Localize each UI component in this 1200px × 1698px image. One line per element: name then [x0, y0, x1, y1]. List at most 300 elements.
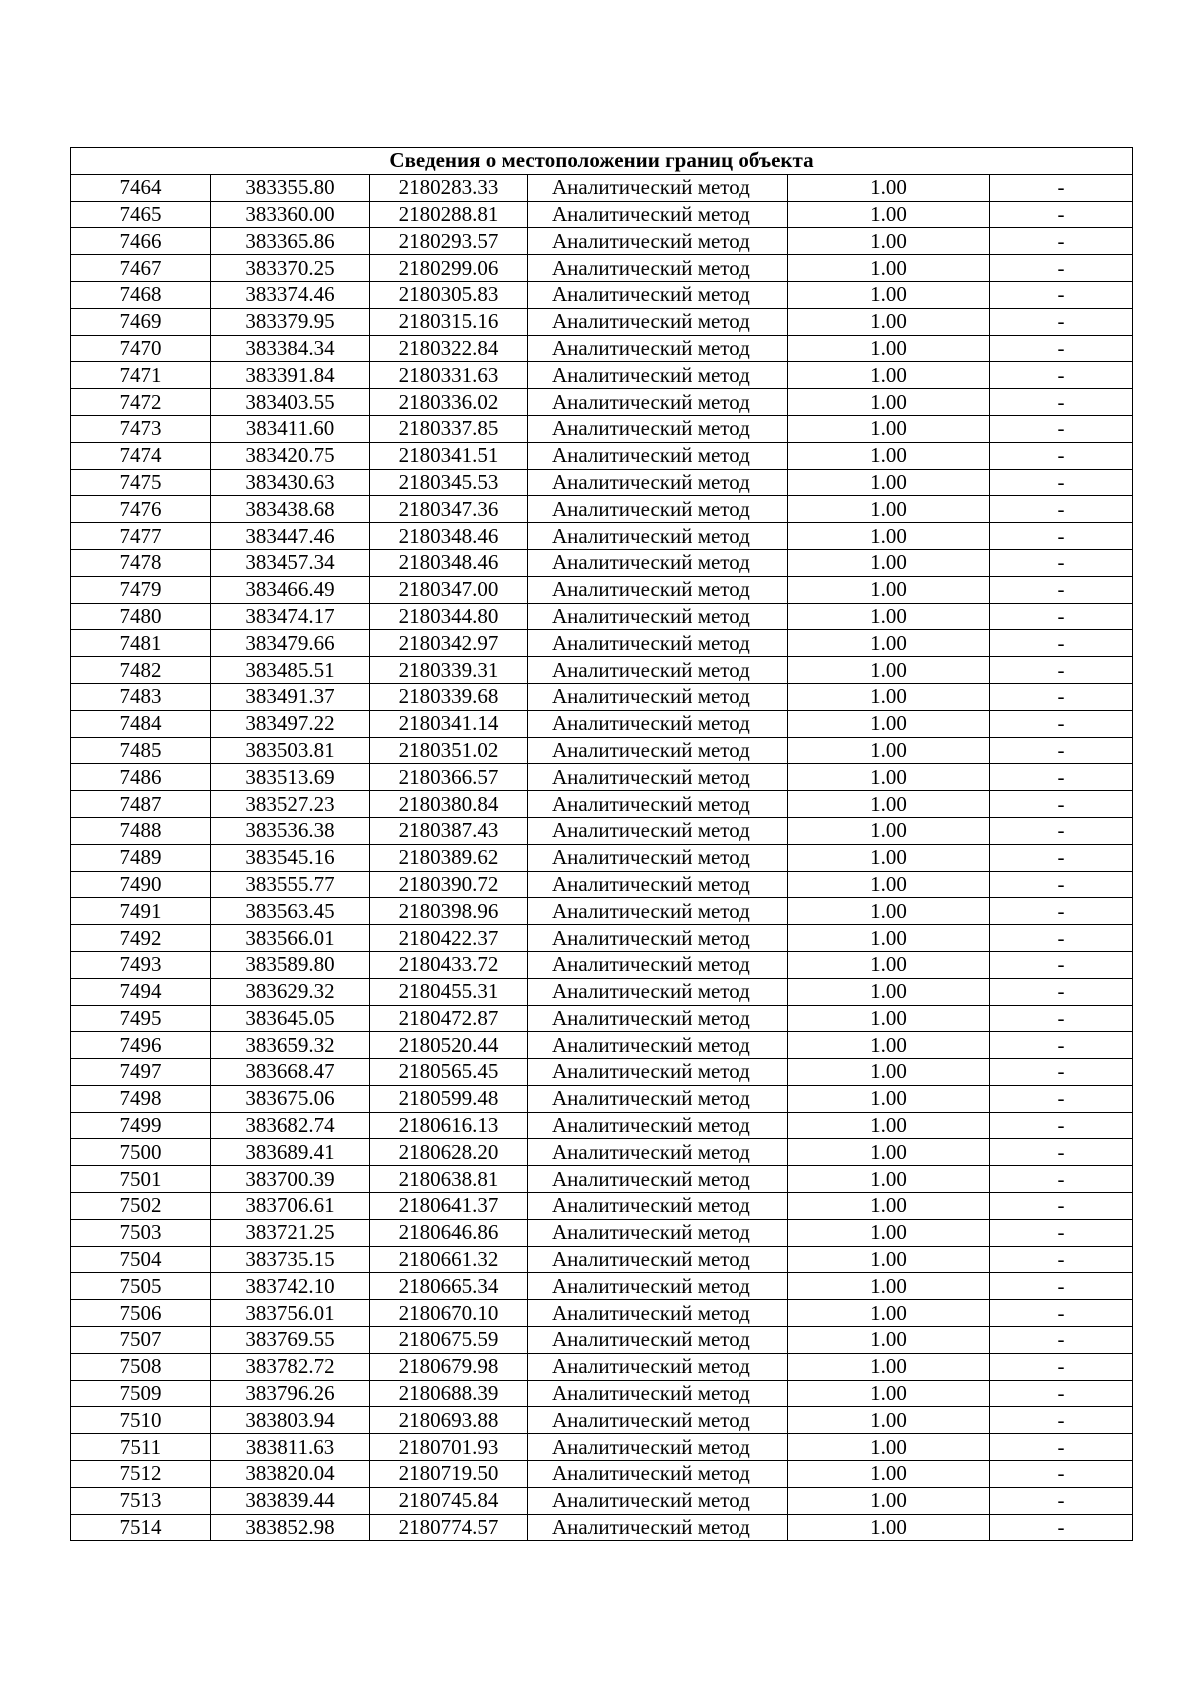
y-coordinate-cell: 2180322.84	[370, 335, 528, 362]
y-coordinate-cell: 2180679.98	[370, 1353, 528, 1380]
x-coordinate-cell: 383497.22	[211, 710, 370, 737]
accuracy-cell: 1.00	[788, 335, 990, 362]
x-coordinate-cell: 383430.63	[211, 469, 370, 496]
accuracy-cell: 1.00	[788, 1166, 990, 1193]
y-coordinate-cell: 2180366.57	[370, 764, 528, 791]
method-cell: Аналитический метод	[528, 1085, 788, 1112]
method-cell: Аналитический метод	[528, 1166, 788, 1193]
y-coordinate-cell: 2180616.13	[370, 1112, 528, 1139]
method-cell: Аналитический метод	[528, 523, 788, 550]
method-cell: Аналитический метод	[528, 951, 788, 978]
accuracy-cell: 1.00	[788, 1407, 990, 1434]
point-number-cell: 7509	[71, 1380, 211, 1407]
y-coordinate-cell: 2180638.81	[370, 1166, 528, 1193]
method-cell: Аналитический метод	[528, 469, 788, 496]
description-cell: -	[990, 1193, 1133, 1220]
x-coordinate-cell: 383391.84	[211, 362, 370, 389]
table-row	[71, 228, 1133, 255]
description-cell: -	[990, 523, 1133, 550]
description-cell: -	[990, 657, 1133, 684]
y-coordinate-cell: 2180380.84	[370, 791, 528, 818]
table-row	[71, 1005, 1133, 1032]
table-row	[71, 1166, 1133, 1193]
accuracy-cell: 1.00	[788, 1300, 990, 1327]
point-number-cell: 7511	[71, 1434, 211, 1461]
method-cell: Аналитический метод	[528, 1246, 788, 1273]
x-coordinate-cell: 383682.74	[211, 1112, 370, 1139]
y-coordinate-cell: 2180433.72	[370, 951, 528, 978]
point-number-cell: 7494	[71, 978, 211, 1005]
table-row	[71, 1461, 1133, 1488]
description-cell: -	[990, 389, 1133, 416]
point-number-cell: 7493	[71, 951, 211, 978]
y-coordinate-cell: 2180337.85	[370, 415, 528, 442]
table-row	[71, 415, 1133, 442]
description-cell: -	[990, 898, 1133, 925]
description-cell: -	[990, 281, 1133, 308]
accuracy-cell: 1.00	[788, 1246, 990, 1273]
description-cell: -	[990, 1461, 1133, 1488]
y-coordinate-cell: 2180387.43	[370, 817, 528, 844]
description-cell: -	[990, 630, 1133, 657]
point-number-cell: 7503	[71, 1219, 211, 1246]
x-coordinate-cell: 383438.68	[211, 496, 370, 523]
accuracy-cell: 1.00	[788, 791, 990, 818]
x-coordinate-cell: 383769.55	[211, 1327, 370, 1354]
y-coordinate-cell: 2180293.57	[370, 228, 528, 255]
description-cell: -	[990, 442, 1133, 469]
x-coordinate-cell: 383420.75	[211, 442, 370, 469]
y-coordinate-cell: 2180701.93	[370, 1434, 528, 1461]
table-row	[71, 281, 1133, 308]
point-number-cell: 7514	[71, 1514, 211, 1541]
description-cell: -	[990, 228, 1133, 255]
y-coordinate-cell: 2180339.68	[370, 683, 528, 710]
description-cell: -	[990, 1273, 1133, 1300]
point-number-cell: 7475	[71, 469, 211, 496]
description-cell: -	[990, 1139, 1133, 1166]
point-number-cell: 7465	[71, 201, 211, 228]
table-row	[71, 523, 1133, 550]
description-cell: -	[990, 549, 1133, 576]
method-cell: Аналитический метод	[528, 415, 788, 442]
description-cell: -	[990, 1059, 1133, 1086]
point-number-cell: 7495	[71, 1005, 211, 1032]
point-number-cell: 7467	[71, 255, 211, 282]
x-coordinate-cell: 383360.00	[211, 201, 370, 228]
x-coordinate-cell: 383411.60	[211, 415, 370, 442]
accuracy-cell: 1.00	[788, 603, 990, 630]
table-row	[71, 1514, 1133, 1541]
y-coordinate-cell: 2180305.83	[370, 281, 528, 308]
table-row	[71, 657, 1133, 684]
table-row	[71, 710, 1133, 737]
y-coordinate-cell: 2180344.80	[370, 603, 528, 630]
point-number-cell: 7477	[71, 523, 211, 550]
method-cell: Аналитический метод	[528, 978, 788, 1005]
table-row	[71, 683, 1133, 710]
y-coordinate-cell: 2180565.45	[370, 1059, 528, 1086]
accuracy-cell: 1.00	[788, 764, 990, 791]
point-number-cell: 7492	[71, 925, 211, 952]
description-cell: -	[990, 415, 1133, 442]
accuracy-cell: 1.00	[788, 1085, 990, 1112]
table-row	[71, 1032, 1133, 1059]
x-coordinate-cell: 383457.34	[211, 549, 370, 576]
accuracy-cell: 1.00	[788, 496, 990, 523]
method-cell: Аналитический метод	[528, 657, 788, 684]
table-row	[71, 1353, 1133, 1380]
method-cell: Аналитический метод	[528, 389, 788, 416]
accuracy-cell: 1.00	[788, 710, 990, 737]
method-cell: Аналитический метод	[528, 255, 788, 282]
y-coordinate-cell: 2180390.72	[370, 871, 528, 898]
x-coordinate-cell: 383742.10	[211, 1273, 370, 1300]
description-cell: -	[990, 1380, 1133, 1407]
accuracy-cell: 1.00	[788, 898, 990, 925]
method-cell: Аналитический метод	[528, 1032, 788, 1059]
description-cell: -	[990, 1327, 1133, 1354]
table-row	[71, 737, 1133, 764]
method-cell: Аналитический метод	[528, 201, 788, 228]
table-row	[71, 817, 1133, 844]
x-coordinate-cell: 383545.16	[211, 844, 370, 871]
method-cell: Аналитический метод	[528, 496, 788, 523]
accuracy-cell: 1.00	[788, 469, 990, 496]
method-cell: Аналитический метод	[528, 844, 788, 871]
y-coordinate-cell: 2180315.16	[370, 308, 528, 335]
point-number-cell: 7478	[71, 549, 211, 576]
method-cell: Аналитический метод	[528, 442, 788, 469]
point-number-cell: 7486	[71, 764, 211, 791]
accuracy-cell: 1.00	[788, 1273, 990, 1300]
y-coordinate-cell: 2180745.84	[370, 1487, 528, 1514]
table-row	[71, 442, 1133, 469]
method-cell: Аналитический метод	[528, 362, 788, 389]
y-coordinate-cell: 2180345.53	[370, 469, 528, 496]
method-cell: Аналитический метод	[528, 308, 788, 335]
x-coordinate-cell: 383839.44	[211, 1487, 370, 1514]
point-number-cell: 7496	[71, 1032, 211, 1059]
accuracy-cell: 1.00	[788, 1112, 990, 1139]
point-number-cell: 7482	[71, 657, 211, 684]
point-number-cell: 7472	[71, 389, 211, 416]
x-coordinate-cell: 383645.05	[211, 1005, 370, 1032]
description-cell: -	[990, 978, 1133, 1005]
table-row	[71, 201, 1133, 228]
description-cell: -	[990, 1487, 1133, 1514]
y-coordinate-cell: 2180520.44	[370, 1032, 528, 1059]
x-coordinate-cell: 383365.86	[211, 228, 370, 255]
accuracy-cell: 1.00	[788, 1139, 990, 1166]
accuracy-cell: 1.00	[788, 389, 990, 416]
y-coordinate-cell: 2180336.02	[370, 389, 528, 416]
description-cell: -	[990, 469, 1133, 496]
table-row	[71, 308, 1133, 335]
table-row	[71, 255, 1133, 282]
point-number-cell: 7476	[71, 496, 211, 523]
x-coordinate-cell: 383735.15	[211, 1246, 370, 1273]
accuracy-cell: 1.00	[788, 442, 990, 469]
x-coordinate-cell: 383566.01	[211, 925, 370, 952]
point-number-cell: 7487	[71, 791, 211, 818]
table-row	[71, 791, 1133, 818]
description-cell: -	[990, 791, 1133, 818]
y-coordinate-cell: 2180675.59	[370, 1327, 528, 1354]
table-row	[71, 335, 1133, 362]
point-number-cell: 7484	[71, 710, 211, 737]
y-coordinate-cell: 2180341.51	[370, 442, 528, 469]
x-coordinate-cell: 383668.47	[211, 1059, 370, 1086]
point-number-cell: 7488	[71, 817, 211, 844]
y-coordinate-cell: 2180342.97	[370, 630, 528, 657]
description-cell: -	[990, 764, 1133, 791]
description-cell: -	[990, 1085, 1133, 1112]
y-coordinate-cell: 2180641.37	[370, 1193, 528, 1220]
y-coordinate-cell: 2180339.31	[370, 657, 528, 684]
method-cell: Аналитический метод	[528, 1300, 788, 1327]
accuracy-cell: 1.00	[788, 362, 990, 389]
x-coordinate-cell: 383355.80	[211, 174, 370, 201]
x-coordinate-cell: 383536.38	[211, 817, 370, 844]
x-coordinate-cell: 383474.17	[211, 603, 370, 630]
accuracy-cell: 1.00	[788, 308, 990, 335]
x-coordinate-cell: 383782.72	[211, 1353, 370, 1380]
method-cell: Аналитический метод	[528, 1005, 788, 1032]
y-coordinate-cell: 2180299.06	[370, 255, 528, 282]
x-coordinate-cell: 383563.45	[211, 898, 370, 925]
x-coordinate-cell: 383527.23	[211, 791, 370, 818]
accuracy-cell: 1.00	[788, 523, 990, 550]
table-row	[71, 549, 1133, 576]
y-coordinate-cell: 2180347.36	[370, 496, 528, 523]
table-row	[71, 1487, 1133, 1514]
x-coordinate-cell: 383756.01	[211, 1300, 370, 1327]
y-coordinate-cell: 2180283.33	[370, 174, 528, 201]
x-coordinate-cell: 383721.25	[211, 1219, 370, 1246]
description-cell: -	[990, 737, 1133, 764]
description-cell: -	[990, 201, 1133, 228]
table-row	[71, 1407, 1133, 1434]
description-cell: -	[990, 925, 1133, 952]
method-cell: Аналитический метод	[528, 925, 788, 952]
point-number-cell: 7473	[71, 415, 211, 442]
description-cell: -	[990, 1005, 1133, 1032]
x-coordinate-cell: 383513.69	[211, 764, 370, 791]
accuracy-cell: 1.00	[788, 1434, 990, 1461]
description-cell: -	[990, 1112, 1133, 1139]
method-cell: Аналитический метод	[528, 281, 788, 308]
method-cell: Аналитический метод	[528, 174, 788, 201]
method-cell: Аналитический метод	[528, 1514, 788, 1541]
description-cell: -	[990, 844, 1133, 871]
method-cell: Аналитический метод	[528, 1327, 788, 1354]
table-row	[71, 1193, 1133, 1220]
table-title: Сведения о местоположении границ объекта	[71, 148, 1133, 175]
point-number-cell: 7474	[71, 442, 211, 469]
boundary-table	[70, 147, 1133, 1541]
method-cell: Аналитический метод	[528, 1273, 788, 1300]
description-cell: -	[990, 1032, 1133, 1059]
description-cell: -	[990, 174, 1133, 201]
method-cell: Аналитический метод	[528, 737, 788, 764]
point-number-cell: 7500	[71, 1139, 211, 1166]
x-coordinate-cell: 383689.41	[211, 1139, 370, 1166]
point-number-cell: 7501	[71, 1166, 211, 1193]
table-row	[71, 576, 1133, 603]
point-number-cell: 7497	[71, 1059, 211, 1086]
y-coordinate-cell: 2180398.96	[370, 898, 528, 925]
table-row	[71, 469, 1133, 496]
point-number-cell: 7510	[71, 1407, 211, 1434]
accuracy-cell: 1.00	[788, 844, 990, 871]
point-number-cell: 7498	[71, 1085, 211, 1112]
method-cell: Аналитический метод	[528, 1193, 788, 1220]
accuracy-cell: 1.00	[788, 1219, 990, 1246]
method-cell: Аналитический метод	[528, 549, 788, 576]
accuracy-cell: 1.00	[788, 415, 990, 442]
table-row	[71, 1300, 1133, 1327]
x-coordinate-cell: 383811.63	[211, 1434, 370, 1461]
y-coordinate-cell: 2180348.46	[370, 549, 528, 576]
description-cell: -	[990, 335, 1133, 362]
point-number-cell: 7506	[71, 1300, 211, 1327]
y-coordinate-cell: 2180389.62	[370, 844, 528, 871]
method-cell: Аналитический метод	[528, 576, 788, 603]
x-coordinate-cell: 383706.61	[211, 1193, 370, 1220]
y-coordinate-cell: 2180472.87	[370, 1005, 528, 1032]
method-cell: Аналитический метод	[528, 871, 788, 898]
y-coordinate-cell: 2180774.57	[370, 1514, 528, 1541]
point-number-cell: 7513	[71, 1487, 211, 1514]
point-number-cell: 7470	[71, 335, 211, 362]
y-coordinate-cell: 2180661.32	[370, 1246, 528, 1273]
x-coordinate-cell: 383466.49	[211, 576, 370, 603]
table-row	[71, 1219, 1133, 1246]
x-coordinate-cell: 383403.55	[211, 389, 370, 416]
method-cell: Аналитический метод	[528, 1219, 788, 1246]
accuracy-cell: 1.00	[788, 978, 990, 1005]
table-row	[71, 951, 1133, 978]
accuracy-cell: 1.00	[788, 1032, 990, 1059]
method-cell: Аналитический метод	[528, 791, 788, 818]
accuracy-cell: 1.00	[788, 201, 990, 228]
accuracy-cell: 1.00	[788, 737, 990, 764]
point-number-cell: 7489	[71, 844, 211, 871]
table-row	[71, 1434, 1133, 1461]
point-number-cell: 7468	[71, 281, 211, 308]
method-cell: Аналитический метод	[528, 683, 788, 710]
point-number-cell: 7490	[71, 871, 211, 898]
x-coordinate-cell: 383447.46	[211, 523, 370, 550]
x-coordinate-cell: 383796.26	[211, 1380, 370, 1407]
description-cell: -	[990, 1300, 1133, 1327]
point-number-cell: 7479	[71, 576, 211, 603]
table-row	[71, 925, 1133, 952]
table-row	[71, 978, 1133, 1005]
accuracy-cell: 1.00	[788, 1461, 990, 1488]
x-coordinate-cell: 383379.95	[211, 308, 370, 335]
accuracy-cell: 1.00	[788, 1514, 990, 1541]
description-cell: -	[990, 603, 1133, 630]
table-row	[71, 174, 1133, 201]
accuracy-cell: 1.00	[788, 1353, 990, 1380]
x-coordinate-cell: 383852.98	[211, 1514, 370, 1541]
y-coordinate-cell: 2180688.39	[370, 1380, 528, 1407]
point-number-cell: 7502	[71, 1193, 211, 1220]
method-cell: Аналитический метод	[528, 603, 788, 630]
point-number-cell: 7491	[71, 898, 211, 925]
method-cell: Аналитический метод	[528, 335, 788, 362]
description-cell: -	[990, 710, 1133, 737]
y-coordinate-cell: 2180348.46	[370, 523, 528, 550]
table-row	[71, 898, 1133, 925]
x-coordinate-cell: 383384.34	[211, 335, 370, 362]
x-coordinate-cell: 383479.66	[211, 630, 370, 657]
x-coordinate-cell: 383820.04	[211, 1461, 370, 1488]
x-coordinate-cell: 383803.94	[211, 1407, 370, 1434]
method-cell: Аналитический метод	[528, 1059, 788, 1086]
point-number-cell: 7507	[71, 1327, 211, 1354]
x-coordinate-cell: 383659.32	[211, 1032, 370, 1059]
description-cell: -	[990, 871, 1133, 898]
accuracy-cell: 1.00	[788, 630, 990, 657]
accuracy-cell: 1.00	[788, 228, 990, 255]
x-coordinate-cell: 383700.39	[211, 1166, 370, 1193]
table-row	[71, 1085, 1133, 1112]
table-row	[71, 603, 1133, 630]
point-number-cell: 7471	[71, 362, 211, 389]
accuracy-cell: 1.00	[788, 817, 990, 844]
accuracy-cell: 1.00	[788, 683, 990, 710]
accuracy-cell: 1.00	[788, 871, 990, 898]
description-cell: -	[990, 683, 1133, 710]
accuracy-cell: 1.00	[788, 576, 990, 603]
point-number-cell: 7505	[71, 1273, 211, 1300]
y-coordinate-cell: 2180422.37	[370, 925, 528, 952]
y-coordinate-cell: 2180347.00	[370, 576, 528, 603]
method-cell: Аналитический метод	[528, 898, 788, 925]
description-cell: -	[990, 496, 1133, 523]
y-coordinate-cell: 2180341.14	[370, 710, 528, 737]
method-cell: Аналитический метод	[528, 817, 788, 844]
method-cell: Аналитический метод	[528, 1461, 788, 1488]
y-coordinate-cell: 2180670.10	[370, 1300, 528, 1327]
x-coordinate-cell: 383485.51	[211, 657, 370, 684]
point-number-cell: 7469	[71, 308, 211, 335]
x-coordinate-cell: 383503.81	[211, 737, 370, 764]
accuracy-cell: 1.00	[788, 1193, 990, 1220]
y-coordinate-cell: 2180351.02	[370, 737, 528, 764]
x-coordinate-cell: 383370.25	[211, 255, 370, 282]
point-number-cell: 7480	[71, 603, 211, 630]
accuracy-cell: 1.00	[788, 1327, 990, 1354]
table-row	[71, 496, 1133, 523]
description-cell: -	[990, 362, 1133, 389]
y-coordinate-cell: 2180288.81	[370, 201, 528, 228]
point-number-cell: 7483	[71, 683, 211, 710]
description-cell: -	[990, 817, 1133, 844]
point-number-cell: 7481	[71, 630, 211, 657]
x-coordinate-cell: 383629.32	[211, 978, 370, 1005]
accuracy-cell: 1.00	[788, 1059, 990, 1086]
description-cell: -	[990, 1514, 1133, 1541]
description-cell: -	[990, 1434, 1133, 1461]
method-cell: Аналитический метод	[528, 1407, 788, 1434]
y-coordinate-cell: 2180455.31	[370, 978, 528, 1005]
point-number-cell: 7464	[71, 174, 211, 201]
table-body	[71, 148, 1133, 1541]
